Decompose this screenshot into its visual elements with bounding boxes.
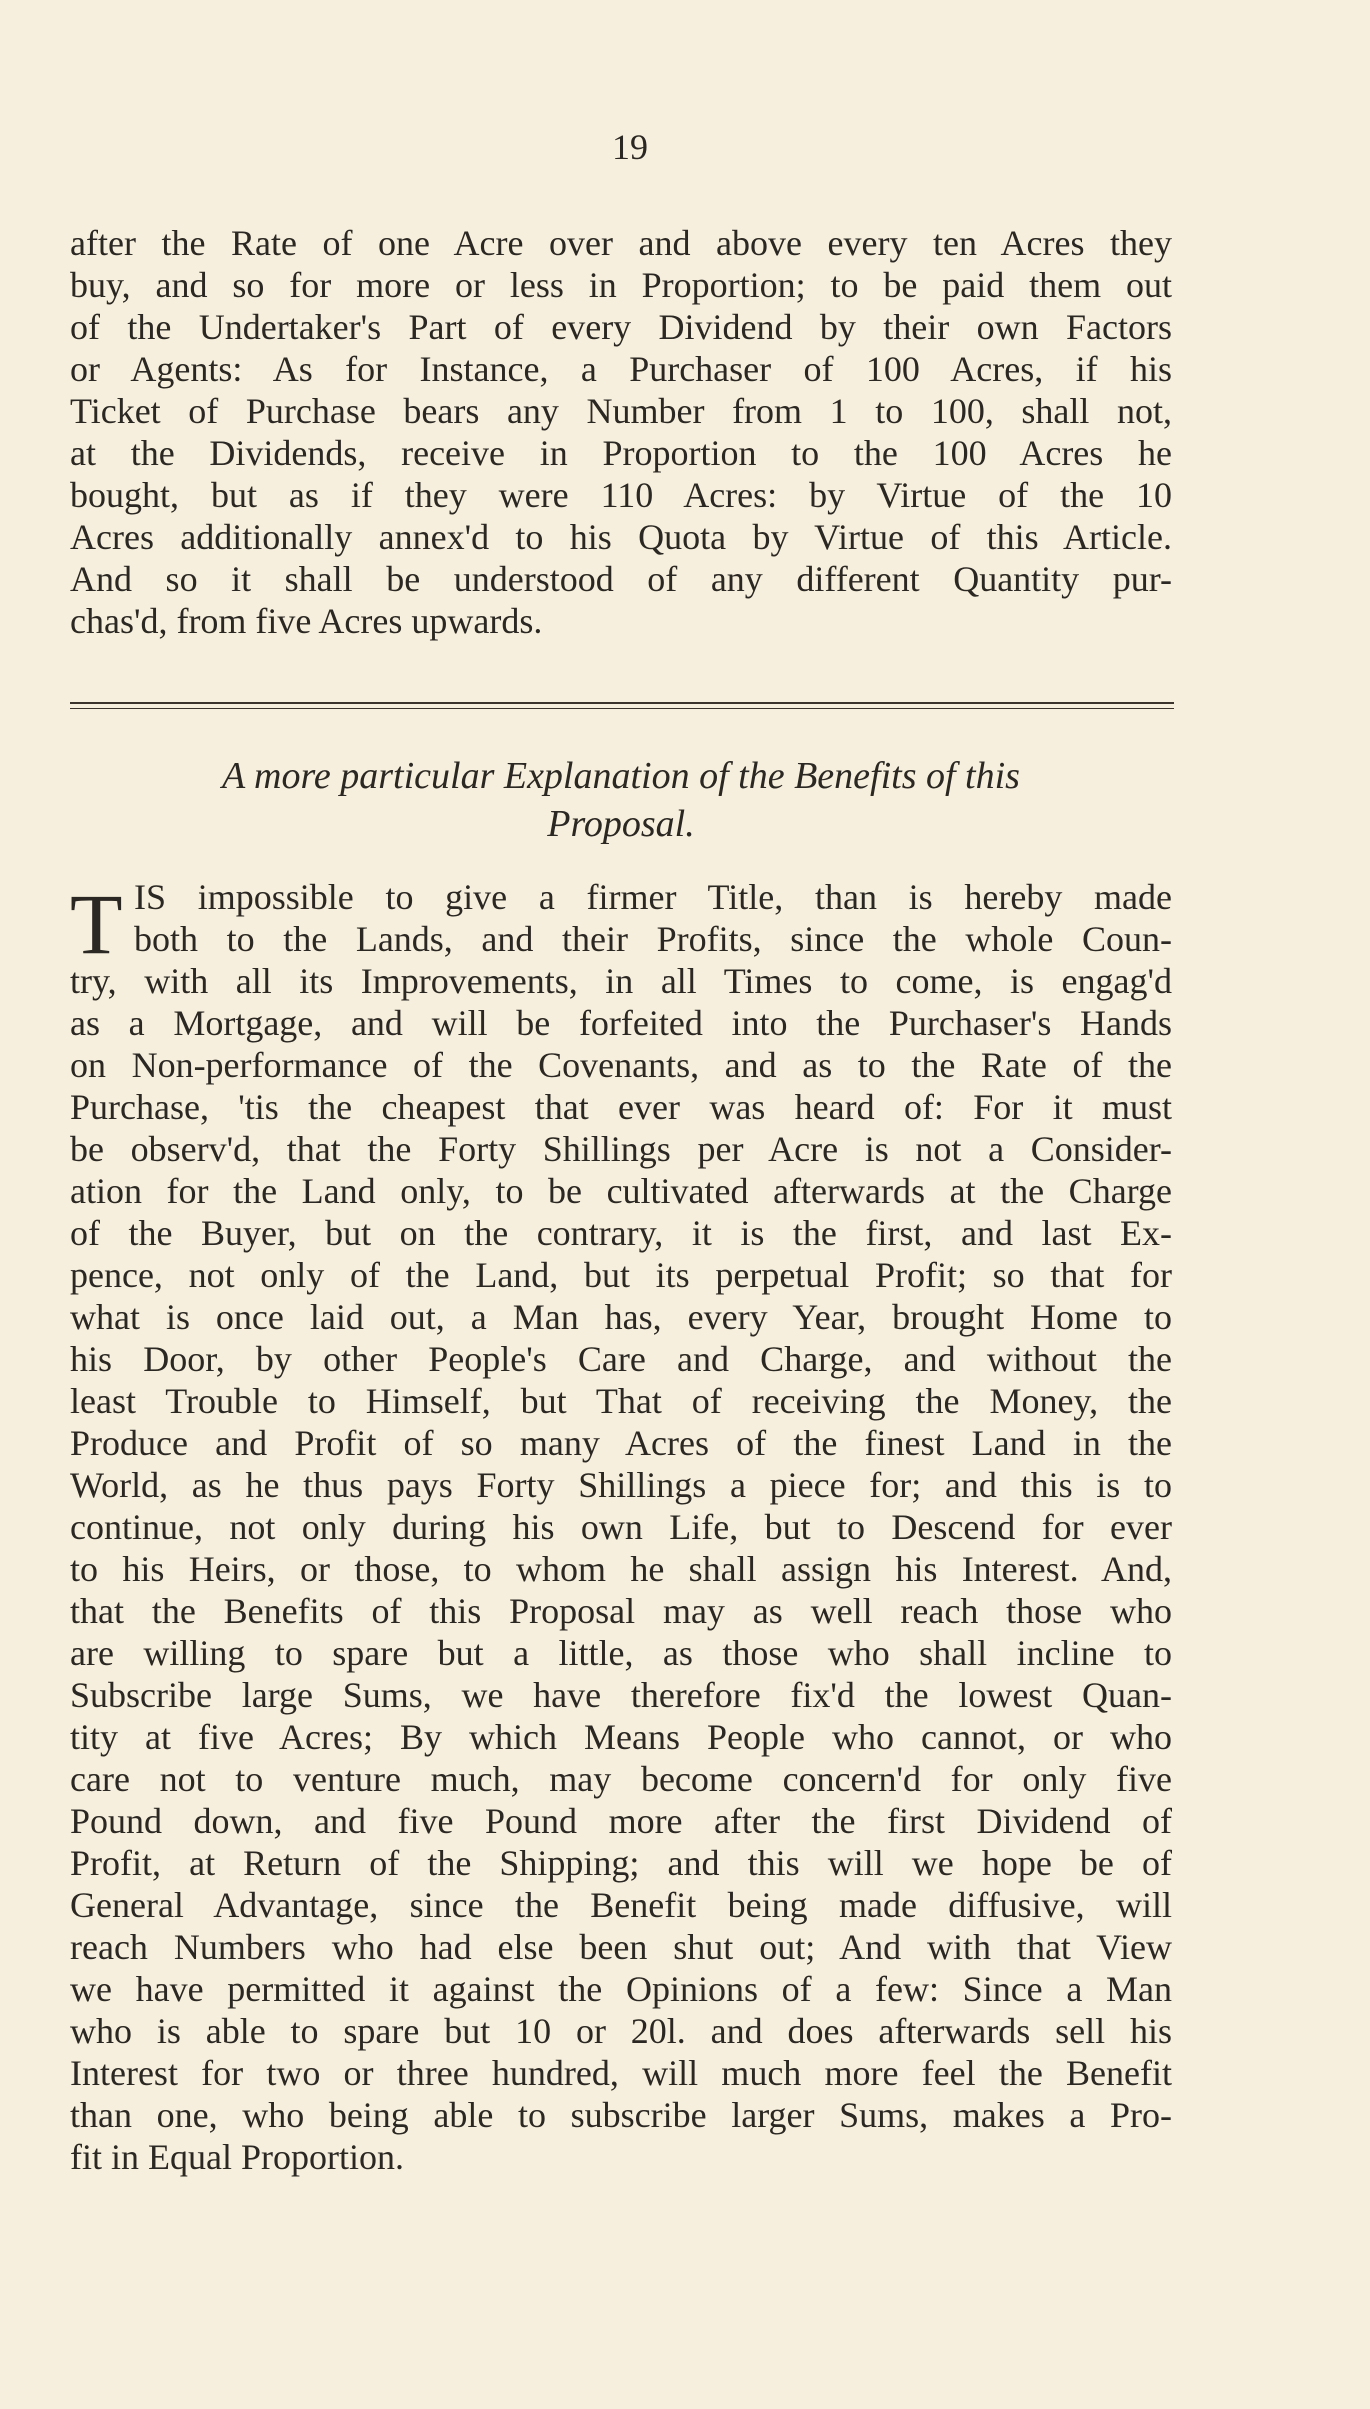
text-line: Purchase, 'tis the cheapest that ever was heard of: For it must [70,1087,1172,1127]
text-line: General Advantage, since the Benefit being made diffusive, will [70,1885,1172,1925]
text-line: Pound down, and five Pound more after the first Dividend of [70,1801,1172,1841]
body-text-section-2 [70,876,1172,2178]
text-line: Ticket of Purchase bears any Number from 1 to 100, shall not, [70,391,1172,431]
section-heading [70,752,1172,848]
text-line: his Door, by other People's Care and Charge, and without the [70,1339,1172,1379]
text-line: Interest for two or three hundred, will much more feel the Benefit [70,2053,1172,2093]
text-line: least Trouble to Himself, but That of receiving the Money, the [70,1381,1172,1421]
text-line: who is able to spare but 10 or 20l. and does afterwards sell his [70,2011,1172,2051]
text-line: care not to venture much, may become concern'd for only five [70,1759,1172,1799]
text-line: what is once laid out, a Man has, every Year, brought Home to [70,1297,1172,1337]
text-line: buy, and so for more or less in Proportion; to be paid them out [70,265,1172,305]
text-line: ation for the Land only, to be cultivated afterwards at the Charge [70,1171,1172,1211]
text-line: Produce and Profit of so many Acres of the finest Land in the [70,1423,1172,1463]
text-line: fit in Equal Proportion. [70,2137,404,2177]
text-line: of the Buyer, but on the contrary, it is the first, and last Ex- [70,1213,1172,1253]
text-line: bought, but as if they were 110 Acres: by Virtue of the 10 [70,475,1172,515]
text-line: be observ'd, that the Forty Shillings per Acre is not a Consider- [70,1129,1172,1169]
section-divider [70,702,1174,704]
section-divider-thin [70,708,1174,709]
drop-cap: T [70,882,123,966]
text-line: we have permitted it against the Opinions of a few: Since a Man [70,1969,1172,2009]
text-line: try, with all its Improvements, in all Times to come, is engag'd [70,961,1172,1001]
heading-line: A more particular Explanation of the Benefits of this [222,755,1020,797]
text-line: at the Dividends, receive in Proportion to the 100 Acres he [70,433,1172,473]
text-line: tity at five Acres; By which Means People who cannot, or who [70,1717,1172,1757]
text-line: And so it shall be understood of any different Quantity pur- [70,559,1172,599]
text-line: or Agents: As for Instance, a Purchaser of 100 Acres, if his [70,349,1172,389]
text-line: on Non-performance of the Covenants, and as to the Rate of the [70,1045,1172,1085]
text-line: than one, who being able to subscribe larger Sums, makes a Pro- [70,2095,1172,2135]
text-line: to his Heirs, or those, to whom he shall assign his Interest. And, [70,1549,1172,1589]
text-line: chas'd, from five Acres upwards. [70,601,543,641]
text-line: are willing to spare but a little, as those who shall incline to [70,1633,1172,1673]
text-line: as a Mortgage, and will be forfeited into the Purchaser's Hands [70,1003,1172,1043]
text-line: pence, not only of the Land, but its perpetual Profit; so that for [70,1255,1172,1295]
page-number: 19 [612,127,648,167]
text-line: World, as he thus pays Forty Shillings a piece for; and this is to [70,1465,1172,1505]
body-text-section-1 [70,222,1172,642]
text-line: that the Benefits of this Proposal may as well reach those who [70,1591,1172,1631]
text-line: of the Undertaker's Part of every Dividend by their own Factors [70,307,1172,347]
text-line: after the Rate of one Acre over and above every ten Acres they [70,223,1172,263]
text-line: Profit, at Return of the Shipping; and this will we hope be of [70,1843,1172,1883]
text-line: both to the Lands, and their Profits, since the whole Coun- [134,919,1172,959]
text-line: IS impossible to give a firmer Title, than is hereby made [134,877,1172,917]
text-line: Acres additionally annex'd to his Quota by Virtue of this Article. [70,517,1172,557]
text-line: reach Numbers who had else been shut out; And with that View [70,1927,1172,1967]
heading-line: Proposal. [547,803,695,845]
text-line: continue, not only during his own Life, but to Descend for ever [70,1507,1172,1547]
text-line: Subscribe large Sums, we have therefore fix'd the lowest Quan- [70,1675,1172,1715]
